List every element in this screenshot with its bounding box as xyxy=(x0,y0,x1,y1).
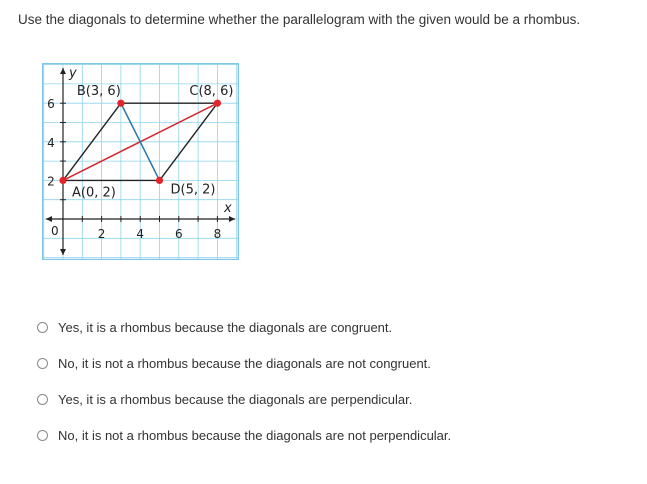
vertex-b xyxy=(117,100,124,107)
y-tick-label: 4 xyxy=(47,135,55,150)
x-tick-label: 4 xyxy=(136,227,145,241)
origin-label: 0 xyxy=(51,224,59,238)
radio-button-2[interactable] xyxy=(37,358,48,369)
y-tick-label: 6 xyxy=(47,97,55,112)
option-4-label: No, it is not a rhombus because the diagonals are not perpendicular. xyxy=(58,427,452,443)
option-1[interactable] xyxy=(37,318,597,336)
question-text: Use the diagonals to determine whether the parallelogram with the given would be a rhombus. xyxy=(18,12,581,27)
parallelogram-figure xyxy=(42,63,239,260)
x-tick-label: 6 xyxy=(174,227,183,241)
point-label-b: B(3, 6) xyxy=(76,84,121,100)
point-label-c: C(8, 6) xyxy=(189,84,234,100)
vertex-a xyxy=(59,177,66,184)
y-tick-label: 2 xyxy=(47,174,55,189)
option-3[interactable] xyxy=(37,390,597,408)
option-2[interactable] xyxy=(37,354,597,372)
vertex-d xyxy=(156,177,163,184)
point-label-a: A(0, 2) xyxy=(72,185,116,201)
radio-button-1[interactable] xyxy=(37,322,48,333)
answer-options xyxy=(37,318,597,462)
radio-button-3[interactable] xyxy=(37,394,48,405)
radio-button-4[interactable] xyxy=(37,430,48,441)
x-axis-label: x xyxy=(224,201,232,216)
point-label-d: D(5, 2) xyxy=(170,182,216,198)
option-2-label: No, it is not a rhombus because the diagonals are not congruent. xyxy=(58,355,431,371)
x-tick-label: 2 xyxy=(97,227,106,241)
y-axis-label: y xyxy=(69,66,77,81)
x-tick-label: 8 xyxy=(213,227,222,241)
option-1-label: Yes, it is a rhombus because the diagonals are congruent. xyxy=(58,319,393,335)
option-3-label: Yes, it is a rhombus because the diagonals are perpendicular. xyxy=(58,391,413,407)
coordinate-plane xyxy=(42,63,239,260)
vertex-c xyxy=(214,100,221,107)
option-4[interactable] xyxy=(37,426,597,444)
